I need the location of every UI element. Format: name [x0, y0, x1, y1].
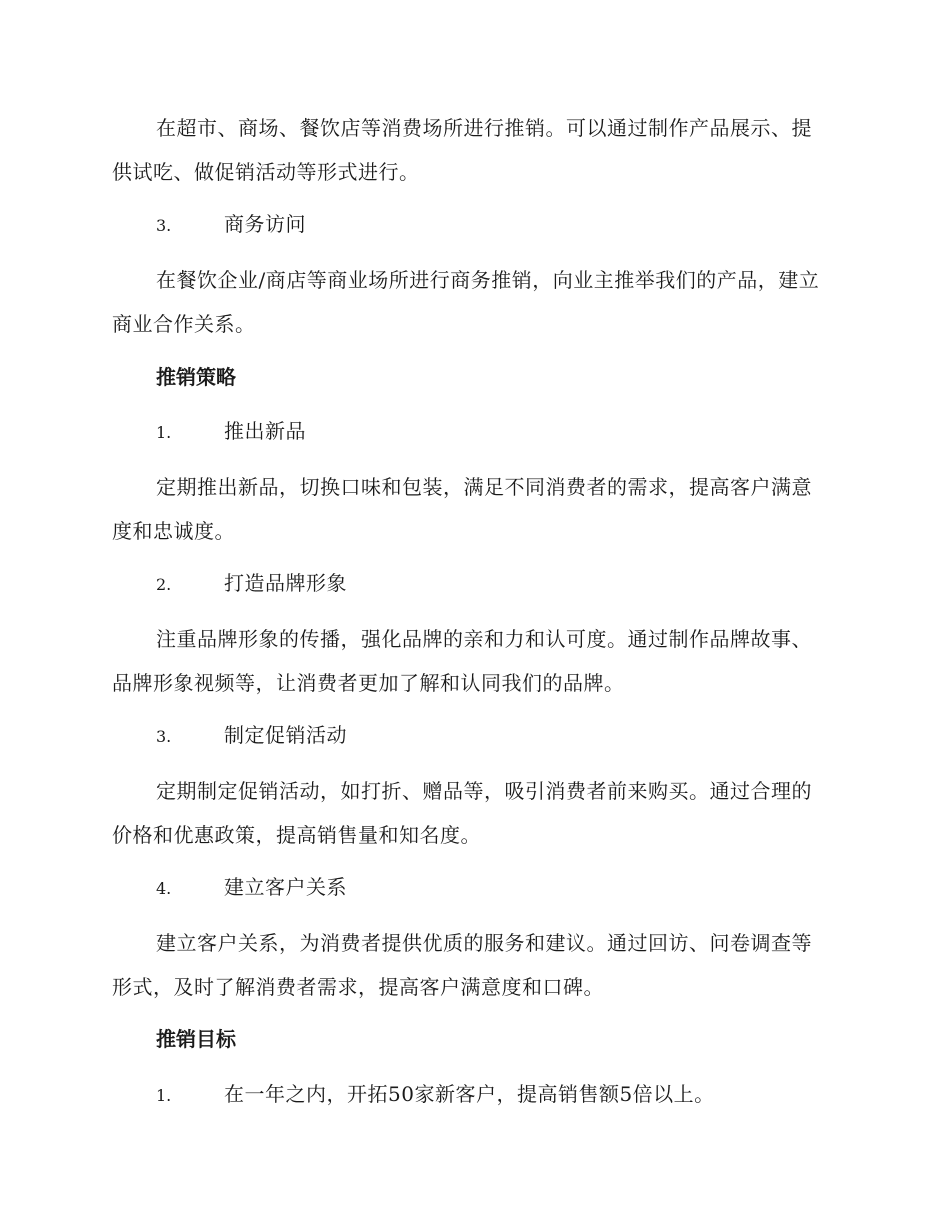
list-item-text: 商务访问: [224, 212, 306, 236]
list-item-text: 制定促销活动: [224, 723, 347, 747]
list-number: 4.: [156, 879, 172, 898]
list-item-text: 推出新品: [224, 419, 306, 443]
section-heading-goals: 推销目标: [156, 1027, 236, 1051]
list-number: 2.: [156, 575, 172, 594]
paragraph-venue-promotion: [112, 106, 832, 194]
list-number: 3.: [156, 727, 172, 746]
list-item-text: 在一年之内，开拓50家新客户，提高销售额5倍以上。: [224, 1082, 715, 1106]
section-heading-strategy: 推销策略: [156, 365, 236, 389]
list-item-brand-image: [156, 568, 836, 600]
list-number: 1.: [156, 423, 172, 442]
paragraph-text: 注重品牌形象的传播，强化品牌的亲和力和认可度。通过制作品牌故事、品牌形象视频等，让消费者更加了解和认同我们的品牌。: [112, 627, 812, 695]
list-number: 1.: [156, 1086, 172, 1105]
paragraph-business-visit: [112, 258, 832, 346]
list-item-text: 打造品牌形象: [224, 571, 347, 595]
list-item-goal-1: [156, 1079, 836, 1111]
paragraph-new-products: [112, 465, 832, 553]
paragraph-customer-relations: [112, 921, 832, 1009]
list-item-customer-relations: [156, 872, 836, 904]
paragraph-text: 建立客户关系，为消费者提供优质的服务和建议。通过回访、问卷调查等形式，及时了解消费者需求，提高客户满意度和口碑。: [112, 931, 812, 999]
list-item-business-visit: [156, 209, 836, 241]
paragraph-promotions: [112, 769, 832, 857]
paragraph-text: 在超市、商场、餐饮店等消费场所进行推销。可以通过制作产品展示、提供试吃、做促销活动等形式进行。: [112, 116, 812, 184]
list-number: 3.: [156, 216, 172, 235]
paragraph-text: 在餐饮企业/商店等商业场所进行商务推销，向业主推举我们的产品，建立商业合作关系。: [112, 268, 820, 336]
list-item-promotions: [156, 720, 836, 752]
list-item-text: 建立客户关系: [224, 875, 347, 899]
list-item-new-products: [156, 416, 836, 448]
paragraph-text: 定期制定促销活动，如打折、赠品等，吸引消费者前来购买。通过合理的价格和优惠政策，提高销售量和知名度。: [112, 779, 812, 847]
paragraph-text: 定期推出新品，切换口味和包装，满足不同消费者的需求，提高客户满意度和忠诚度。: [112, 475, 812, 543]
paragraph-brand-image: [112, 617, 832, 705]
